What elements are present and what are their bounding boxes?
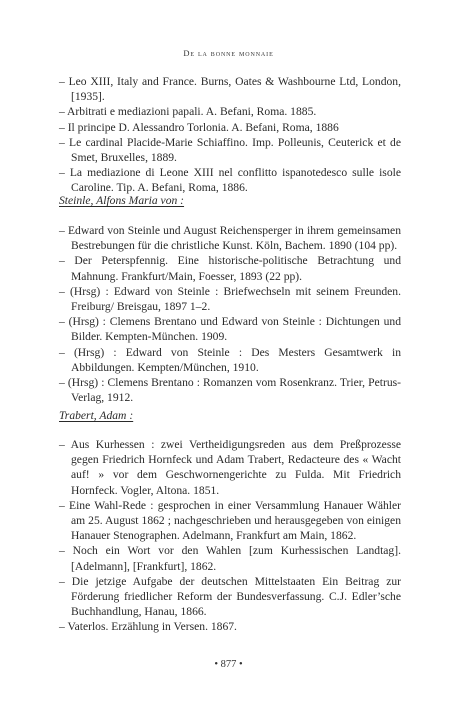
list-item: – (Hrsg) : Edward von Steinle : Des Mesters Gesamtwerk in Abbildungen. Kempten/München, 1910.	[59, 345, 401, 374]
list-item: – Leo XIII, Italy and France. Burns, Oates & Washbourne Ltd, London, [1935].	[59, 75, 401, 104]
running-head: De la bonne monnaie	[183, 48, 274, 58]
section-heading-trabert: Trabert, Adam :	[59, 409, 134, 422]
list-item: – (Hrsg) : Edward von Steinle : Briefwechseln mit seinem Freunden. Freiburg/ Breisgau, 1897 1–2.	[59, 284, 401, 314]
list-item: – Eine Wahl-Rede : gesprochen in einer Versammlung Hanauer Wähler am 25. August 1862 ; nachgeschrieben und herausgegeben von einigen Hanauer Stenographen. Adelmann, Frankfurt am Main, 1862.	[59, 498, 401, 543]
list-item: – (Hrsg) : Clemens Brentano : Romanzen vom Rosenkranz. Trier, Petrus-Verlag, 1912.	[59, 376, 401, 405]
list-item: – (Hrsg) : Clemens Brentano und Edward von Steinle : Dichtungen und Bilder. Kempten-München. 1909.	[59, 315, 401, 344]
list-item: – Vaterlos. Erzählung in Versen. 1867.	[59, 620, 237, 634]
list-item: – Edward von Steinle und August Reichensperger in ihrem gemeinsamen Bestrebungen für die christliche Kunst. Köln, Bachem. 1890 (104 pp).	[59, 224, 401, 253]
list-item: – Die jetzige Aufgabe der deutschen Mittelstaaten Ein Beitrag zur Förderung friedlicher Reform der Bundesverfassung. C.J. Edler’sche Buchhandlung, Hanau, 1866.	[59, 574, 401, 619]
list-item: – Noch ein Wort vor den Wahlen [zum Kurhessischen Landtag]. [Adelmann], [Frankfurt], 1862.	[59, 544, 401, 573]
list-item: – Il principe D. Alessandro Torlonia. A. Befani, Roma, 1886	[59, 120, 339, 134]
list-item: – La mediazione di Leone XIII nel conflitto ispanotedesco sulle isole Caroline. Tip. A. Befani, Roma, 1886.	[59, 166, 401, 195]
list-item: – Arbitrati e mediazioni papali. A. Befani, Roma. 1885.	[59, 105, 317, 119]
section-heading-steinle: Steinle, Alfons Maria von :	[59, 194, 185, 207]
bibliography-list-trabert	[59, 437, 401, 635]
bibliography-list-top	[59, 74, 401, 196]
list-item: – Aus Kurhessen : zwei Vertheidigungsreden aus dem Preßprozesse gegen Friedrich Hornfeck und Adam Trabert, Redacteure des « Wacht auf! » vor dem Geschwornengerichte zu Fulda. Mit Friedrich Hornfeck. Vogler, Altona. 1851.	[59, 438, 401, 497]
bibliography-list-steinle	[59, 223, 401, 405]
list-item: – Le cardinal Placide-Marie Schiaffino. Imp. Polleunis, Ceuterick et de Smet, Bruxelles, 1889.	[59, 135, 401, 165]
list-item: – Der Peterspfennig. Eine historische-politische Betrachtung und Mahnung. Frankfurt/Main, Foesser, 1893 (22 pp).	[59, 254, 401, 283]
page-number: • 877 •	[214, 659, 243, 670]
